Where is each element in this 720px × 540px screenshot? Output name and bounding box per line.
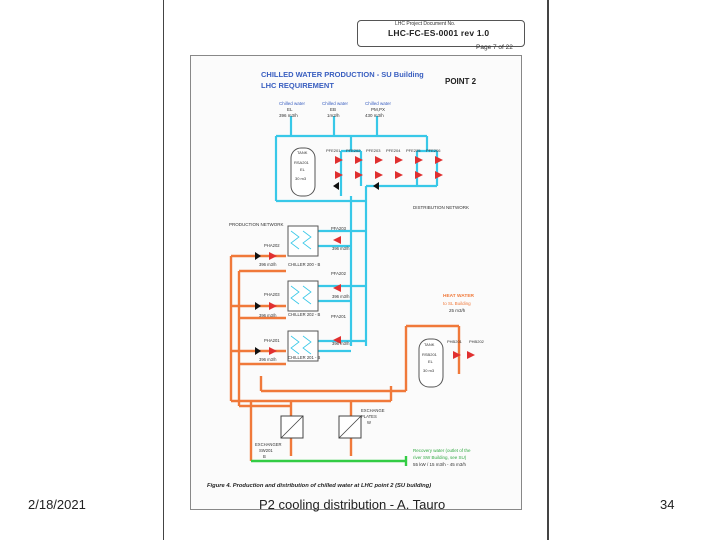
point-label: POINT 2 bbox=[445, 77, 477, 86]
tank-top-label: TANK bbox=[297, 150, 308, 155]
chiller-1-flow: 396 m3/h bbox=[259, 262, 277, 267]
chiller-2-side-pump: PFA202 bbox=[331, 271, 346, 276]
heat-water-line3: 25 m3/h bbox=[449, 308, 466, 313]
pump-label-6: PFE206 bbox=[426, 148, 441, 153]
doc-page-label: Page 7 of 22 bbox=[476, 44, 513, 51]
chiller-1-name: CHILLER 200 - B bbox=[288, 262, 321, 267]
distribution-network-label: DISTRIBUTION NETWORK bbox=[413, 205, 469, 210]
exchanger-mid-id: PLATES bbox=[361, 414, 377, 419]
consumer-1-sub: EL bbox=[287, 107, 293, 112]
recovery-note-line3: 55 kW / 15 m3/h - 45 m3/h bbox=[413, 462, 467, 467]
tank-top-id: RSA201 bbox=[294, 160, 309, 165]
doc-number-label: LHC Project Document No. bbox=[395, 21, 456, 27]
chiller-1-pump: PHA202 bbox=[264, 243, 280, 248]
footer-date: 2/18/2021 bbox=[28, 497, 86, 512]
diagram-title-line2: LHC REQUIREMENT bbox=[261, 81, 334, 90]
cooling-diagram bbox=[191, 56, 522, 510]
right-pump-1: PHB201 bbox=[447, 339, 462, 344]
chiller-2-pump: PHA203 bbox=[264, 292, 280, 297]
recovery-note-line2: river SW Building, see SU) bbox=[413, 455, 467, 460]
consumer-2-flow: 1m3/h bbox=[327, 113, 340, 118]
heat-water-line2: to SL Building bbox=[443, 301, 471, 306]
chiller-3-name: CHILLER 201 - B bbox=[288, 355, 321, 360]
consumer-1-name: Chilled water bbox=[279, 101, 306, 106]
tank-right-volume: 30 m3 bbox=[423, 368, 435, 373]
consumer-3-name: Chilled water bbox=[365, 101, 392, 106]
chiller-3-side-pump: PFA201 bbox=[331, 314, 346, 319]
chiller-1-side-pump: PFA203 bbox=[331, 226, 346, 231]
consumer-2-sub: EB bbox=[330, 107, 337, 112]
tank-right-label: TANK bbox=[424, 342, 435, 347]
chiller-2-flow: 396 m3/h bbox=[259, 313, 277, 318]
tank-top-sub: EL bbox=[300, 167, 305, 172]
consumer-3-sub: PM,PX bbox=[371, 107, 386, 112]
diagram-page bbox=[190, 55, 522, 510]
chiller-2-name: CHILLER 202 - B bbox=[288, 312, 321, 317]
pump-label-5: PFE205 bbox=[406, 148, 421, 153]
chiller-3-pump: PHA201 bbox=[264, 338, 280, 343]
production-network-label: PRODUCTION NETWORK bbox=[229, 222, 284, 227]
recovery-note-line1: Recovery water (outlet of the bbox=[413, 448, 471, 453]
chiller-3-flow: 396 m3/h bbox=[259, 357, 277, 362]
figure-caption: Figure 4. Production and distribution of chilled water at LHC point 2 (SU building) bbox=[207, 483, 432, 489]
footer-title: P2 cooling distribution - A. Tauro bbox=[259, 497, 446, 512]
exchanger-left-sub: B bbox=[263, 454, 266, 459]
diagram-title-line1: CHILLED WATER PRODUCTION - SU Building bbox=[261, 70, 424, 79]
heat-water-line1: HEAT WATER bbox=[443, 294, 474, 299]
pump-label-2: PFE202 bbox=[346, 148, 361, 153]
consumer-2-name: Chilled water bbox=[322, 101, 349, 106]
consumer-3-flow: 430 m3/h bbox=[365, 113, 384, 118]
exchanger-mid-label: EXCHANGE bbox=[361, 408, 385, 413]
tank-right-sub: EL bbox=[428, 359, 433, 364]
chiller-2-side-flow: 396 m3/h bbox=[332, 294, 350, 299]
right-pump-2: PHB202 bbox=[469, 339, 484, 344]
chiller-1-side-flow: 396 m3/h bbox=[332, 246, 350, 251]
exchanger-mid-sub: W bbox=[367, 420, 371, 425]
chiller-3-side-flow: 396 m3/h bbox=[332, 341, 350, 346]
exchanger-left-id: SW201 bbox=[259, 448, 273, 453]
doc-code: LHC-FC-ES-0001 rev 1.0 bbox=[388, 28, 490, 38]
pump-label-3: PFE203 bbox=[366, 148, 381, 153]
tank-top-volume: 30 m3 bbox=[295, 176, 307, 181]
exchanger-left-label: EXCHANGER bbox=[255, 442, 282, 447]
pump-label-1: PFE201 bbox=[326, 148, 341, 153]
pump-label-4: PFE204 bbox=[386, 148, 401, 153]
tank-right-id: RSB201 bbox=[422, 352, 437, 357]
consumer-1-flow: 396 m3/h bbox=[279, 113, 298, 118]
footer-page-number: 34 bbox=[660, 497, 675, 512]
